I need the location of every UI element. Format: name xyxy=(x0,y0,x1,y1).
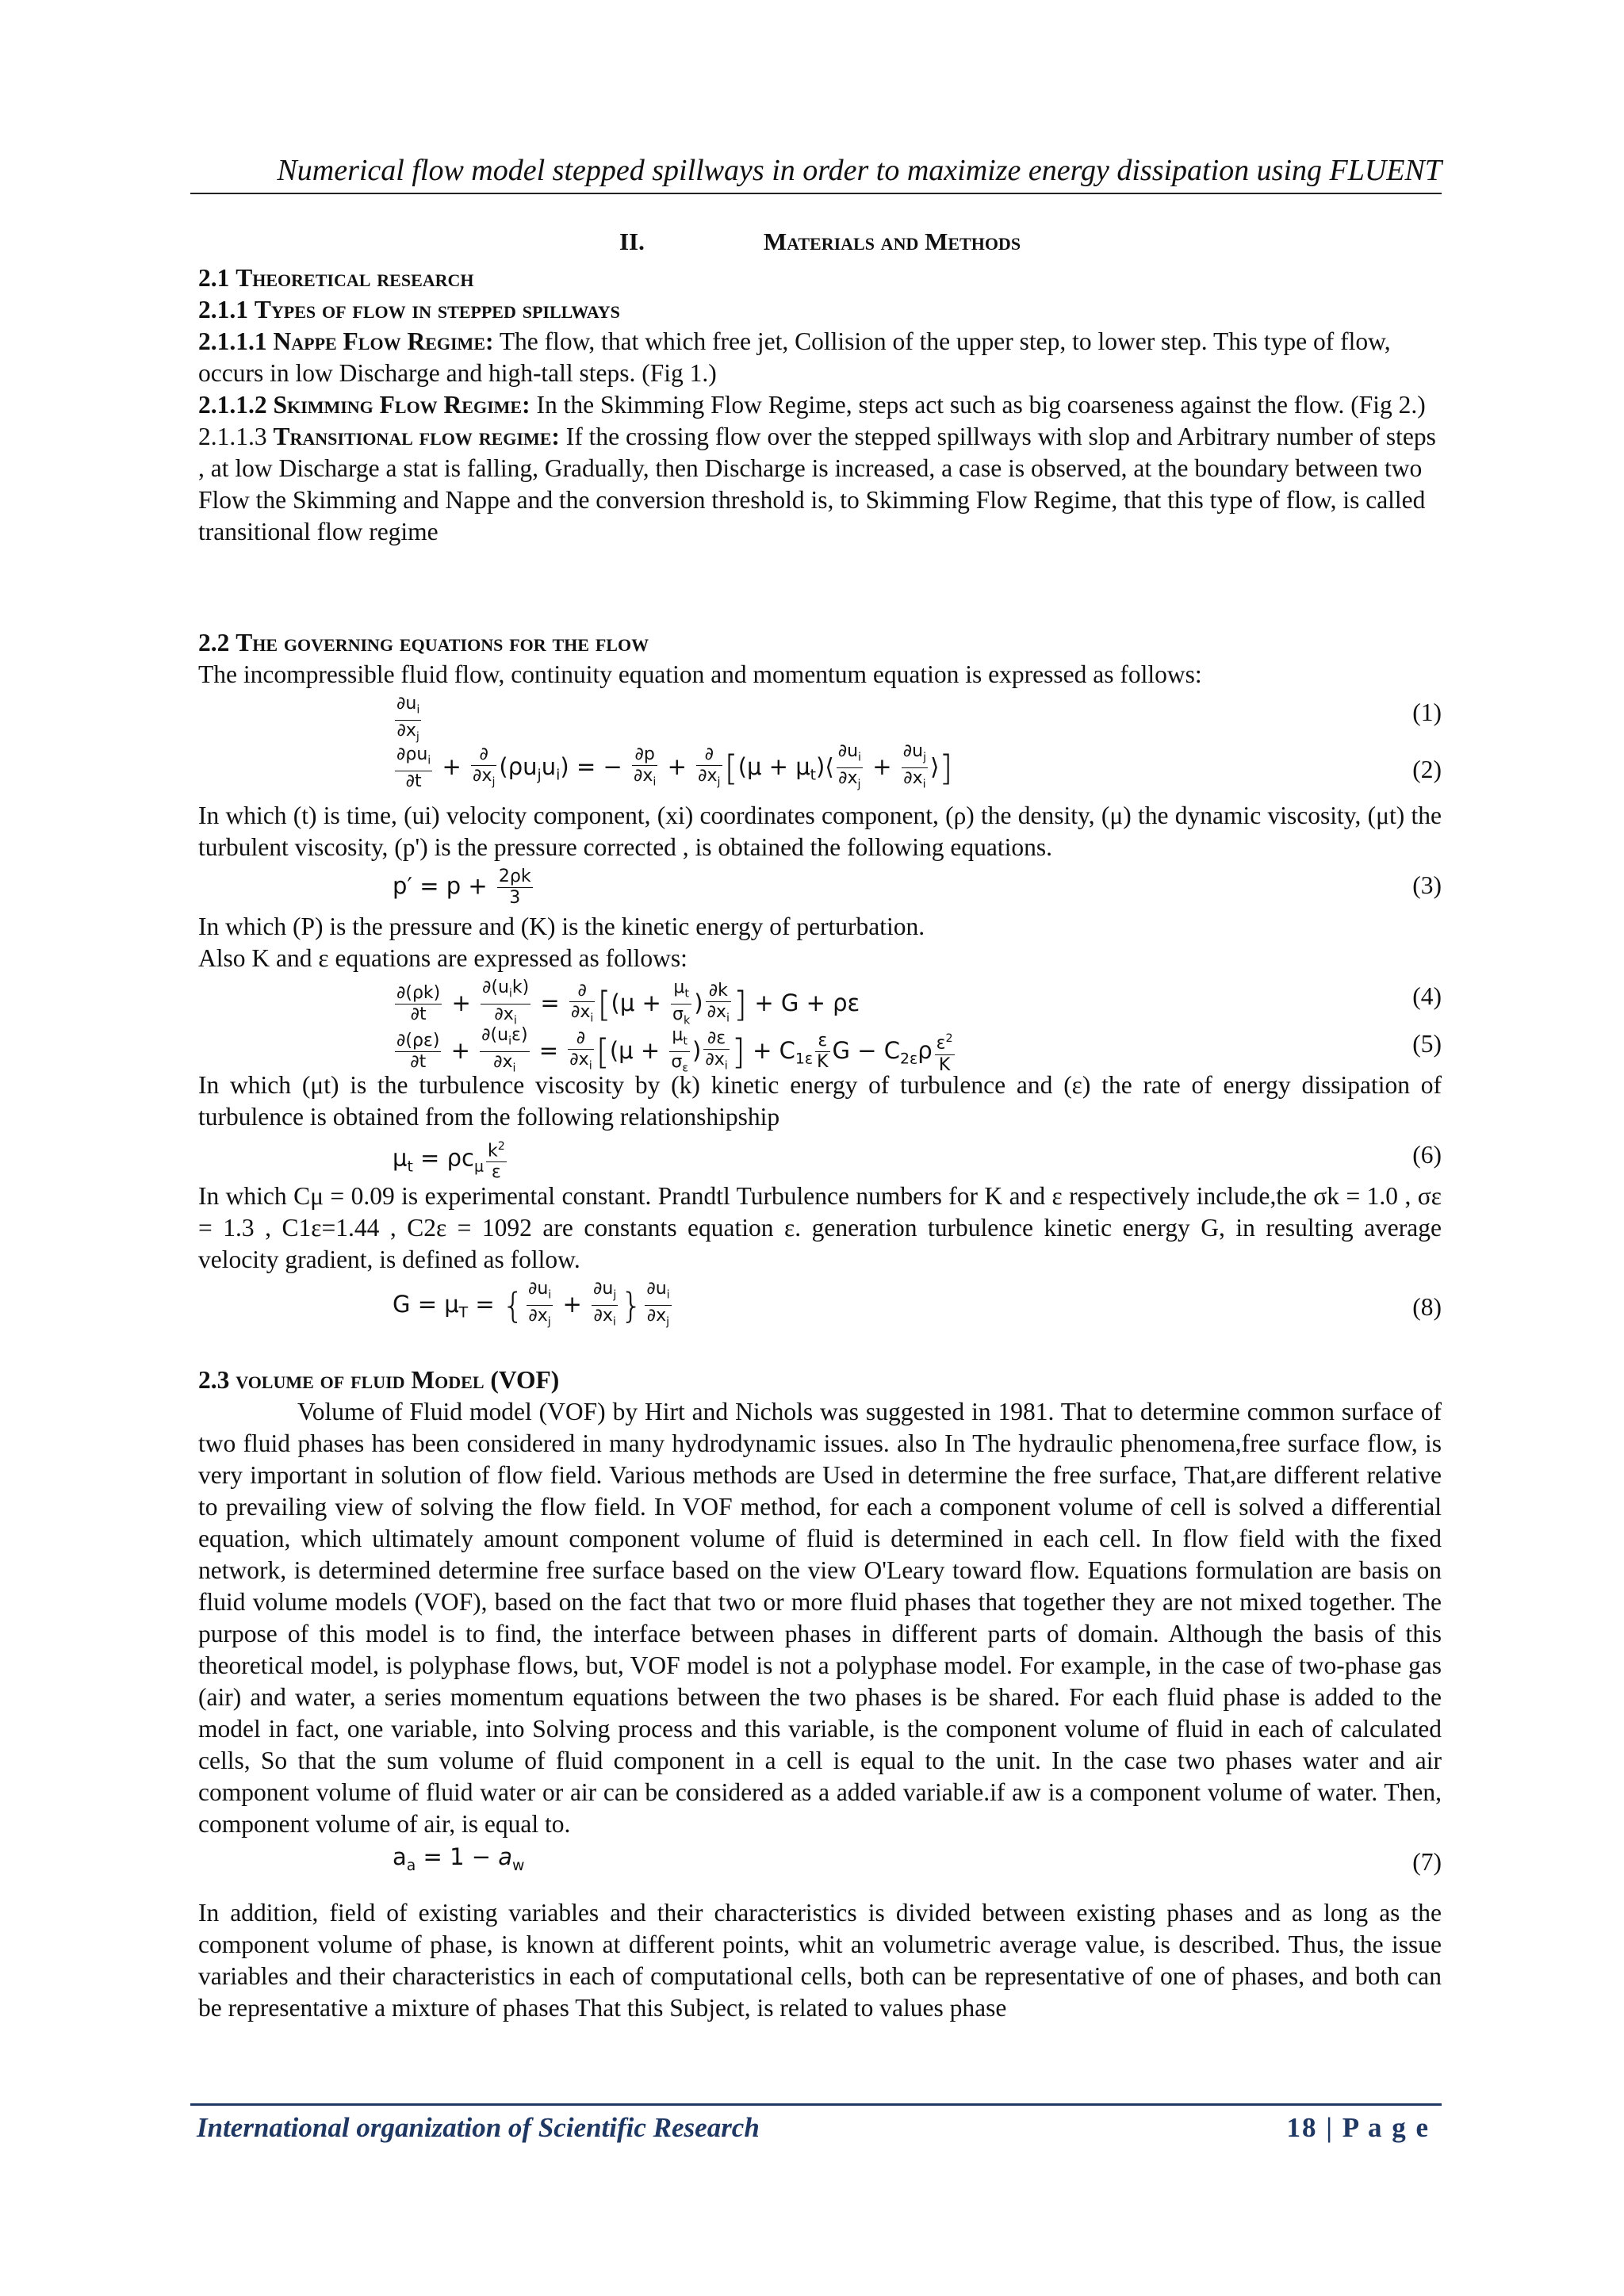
equation-number: (5) xyxy=(1412,1030,1442,1058)
equation-5-math: $\frac{\partial(\rho\varepsilon)}{\partial t}$ + $\frac{\partial(u_i\varepsilon)}{\partial x_i}$ = $\frac{\partial}{\partial x_i}$ [(μ + $\frac{\mu_t}{\sigma_\varepsilon}$ ) $\frac{\partial\varepsilon}{\partial x_i}$ ] + $C_{1\varepsilon}$ $\frac{\varepsilon}{K}$ $G - C_{2\varepsilon}\rho$ $\frac{\varepsilon^2}{K}$ xyxy=(396,1025,953,1075)
paragraph-governing-intro: The incompressible fluid flow, continuity equation and momentum equation is expressed as follows: xyxy=(198,660,1202,688)
heading-2-1-1: 2.1.1 Types of flow in stepped spillways xyxy=(198,296,620,323)
equation-8-math: $G = \mu_T$ = { $\frac{\partial u_i}{\partial x_j}$ + $\frac{\partial u_j}{\partial x_i}$ } $\frac{\partial u_i}{\partial x_j}$ xyxy=(393,1279,670,1329)
footer-rule xyxy=(190,2103,1442,2106)
header-rule xyxy=(190,193,1442,194)
equation-number: (7) xyxy=(1412,1848,1442,1876)
paragraph-pressure: In which (P) is the pressure and (K) is the kinetic energy of perturbation. xyxy=(198,913,925,940)
equation-number: (8) xyxy=(1412,1293,1442,1321)
equation-3-math: p′ = p + $\frac{2\rho k}{3}$ xyxy=(393,867,531,908)
equation-8 xyxy=(198,1276,1442,1337)
equation-number: (4) xyxy=(1412,982,1442,1010)
equation-1-math: $\frac{\partial u_i}{\partial x_j}$ xyxy=(396,694,420,744)
equation-1 xyxy=(198,691,1442,744)
paragraph-field-variables: In addition, field of existing variables and their characteristics is divided between existing phases and as long as the component volume of phase, is known at different points, whit an volumetric average value, is described. Thus, the issue variables and their characteristics in each of computational cells, both can be representative of one of phases, and both can be representative a mixture of phases That this Subject, is related to values phase xyxy=(198,1899,1442,2022)
running-header: Numerical flow model stepped spillways in order to maximize energy dissipation using FLUENT xyxy=(277,154,1442,187)
paragraph-nappe-flow: 2.1.1.1 Nappe Flow Regime: The flow, that which free jet, Collision of the upper step, to lower step. This type of flow, occurs in low Discharge and high-tall steps. (Fig 1.) xyxy=(198,327,1391,387)
section-number: II. xyxy=(619,228,645,255)
equation-6 xyxy=(198,1133,1442,1181)
heading-2-2: 2.2 The governing equations for the flow xyxy=(198,629,649,656)
equation-5 xyxy=(198,1022,1442,1075)
equation-7 xyxy=(198,1840,1442,1888)
page-content xyxy=(198,226,1442,2024)
paragraph-transitional-flow: 2.1.1.3 Transitional flow regime: If the crossing flow over the stepped spillways with slop and Arbitrary number of steps , at low Discharge a stat is falling, Gradually, then Discharge is increased, a case is observed, at the boundary between two Flow the Skimming and Nappe and the conversion threshold is, to Skimming Flow Regime, that this type of flow, is called transitional flow regime xyxy=(198,423,1436,545)
heading-2-1: 2.1 Theoretical research xyxy=(198,264,474,292)
equation-number: (1) xyxy=(1412,698,1442,726)
equation-2-math: $\frac{\partial\rho u_i}{\partial t}$ + $\frac{\partial}{\partial x_j}$ $(\rho u_ju_i)$ = − $\frac{\partial p}{\partial x_i}$ + $\frac{\partial}{\partial x_j}$ [$(\mu + \mu_t)⟨$ $\frac{\partial u_i}{\partial x_j}$ + $\frac{\partial u_j}{\partial x_i}$ ⟩] xyxy=(396,741,953,792)
footer-page-number: 18 | P a g e xyxy=(1286,2112,1430,2143)
equation-6-math: $\mu_t = \rho c_\mu$ $\frac{k^2}{\varepsilon}$ xyxy=(393,1136,509,1183)
section-name: Materials and Methods xyxy=(763,228,1021,255)
equation-3 xyxy=(198,863,1442,911)
equation-4 xyxy=(198,974,1442,1027)
equation-number: (2) xyxy=(1412,756,1442,783)
paragraph-constants: In which Cμ = 0.09 is experimental constant. Prandtl Turbulence numbers for K and ε respectively include,the σk = 1.0 , σε = 1.3 , C1ε=1.44 , C2ε = 1092 are constants equation ε. generation turbulence kinetic energy G, in resulting average velocity gradient, is defined as follow. xyxy=(198,1182,1442,1273)
equation-number: (6) xyxy=(1412,1141,1442,1169)
heading-2-3: 2.3 volume of fluid Model (VOF) xyxy=(198,1366,560,1394)
section-title xyxy=(198,226,1442,258)
equation-7-math: $a_a = 1 - a_w$ xyxy=(393,1843,525,1874)
footer-journal: International organization of Scientific Research xyxy=(197,2112,760,2143)
paragraph-turbulence-viscosity: In which (μt) is the turbulence viscosity by (k) kinetic energy of turbulence and (ε) the rate of energy dissipation of turbulence is obtained from the following relationshipship xyxy=(198,1071,1442,1131)
paragraph-vof: Volume of Fluid model (VOF) by Hirt and Nichols was suggested in 1981. That to determine common surface of two fluid phases has been considered in many hydrodynamic issues. also In The hydraulic phenomena,free surface flow, is very important in solution of flow field. Various methods are Used in determine the free surface, That,are different relative to prevailing view of solving the flow field. In VOF method, for each a component volume of cell is solved a differential equation, which ultimately amount component volume of fluid is determined in each cell. In flow field with the fixed network, is determined determine free surface based on the view O'Leary toward flow. Equations formulation are basis on fluid volume models (VOF), based on the fact that two or more fluid phases that together they are not mixed together. The purpose of this model is to find, the interface between phases in different parts of domain. Although the basis of this theoretical model, is polyphase flows, but, VOF model is not a polyphase model. For example, in the case of two-phase gas (air) and water, a series momentum equations between the two phases is be shared. For each fluid phase is added to the model in fact, one variable, into Solving process and this variable, is the component volume of fluid in each of calculated cells, So that the sum volume of fluid component in a cell is equal to the unit. In the case two phases water and air component volume of fluid water or air can be considered as a added variable.if aw is a component volume of water. Then, component volume of air, is equal to. xyxy=(198,1398,1442,1838)
equation-2 xyxy=(198,738,1442,800)
paragraph-variables: In which (t) is time, (ui) velocity component, (xi) coordinates component, (ρ) the density, (μ) the dynamic viscosity, (μt) the turbulent viscosity, (p') is the pressure corrected , is obtained the following equations. xyxy=(198,802,1442,861)
equation-4-math: $\frac{\partial(\rho k)}{\partial t}$ + $\frac{\partial(u_ik)}{\partial x_i}$ = $\frac{\partial}{\partial x_i}$ [(μ + $\frac{\mu_t}{\sigma_k}$ ) $\frac{\partial k}{\partial x_i}$ ] + G + ρε xyxy=(396,978,860,1027)
equation-number: (3) xyxy=(1412,871,1442,899)
paragraph-k-epsilon: Also K and ε equations are expressed as follows: xyxy=(198,944,688,972)
paragraph-skimming-flow: 2.1.1.2 Skimming Flow Regime: In the Skimming Flow Regime, steps act such as big coarseness against the flow. (Fig 2.) xyxy=(198,391,1426,419)
